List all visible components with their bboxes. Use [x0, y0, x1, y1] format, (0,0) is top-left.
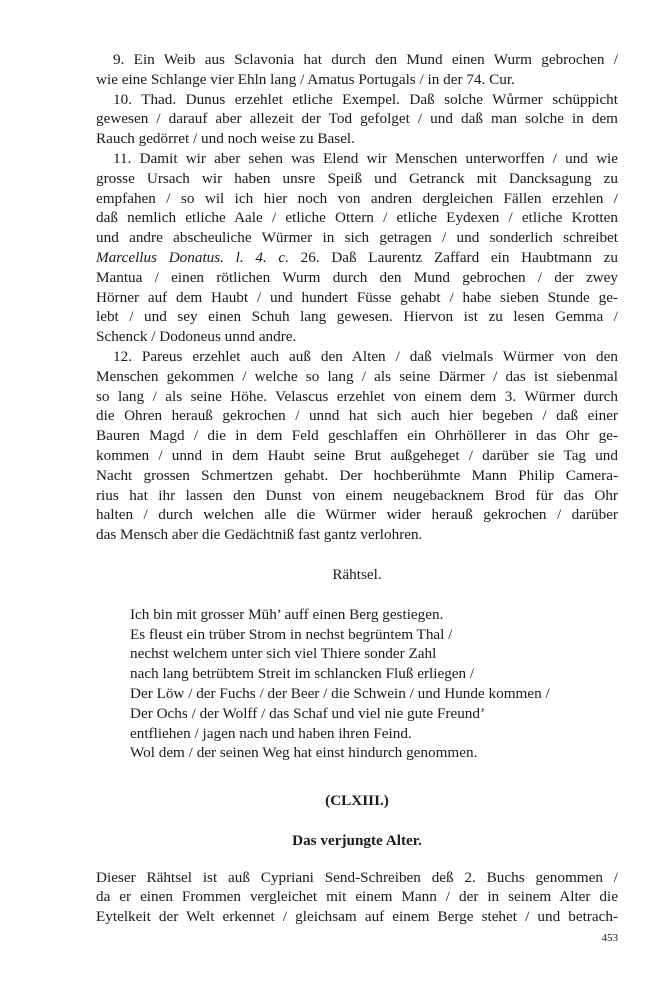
final-paragraph	[96, 868, 618, 927]
paragraph-9	[96, 50, 618, 90]
paragraph-10	[96, 90, 618, 149]
text-line: Dieser Rähtsel ist auß Cypriani Send-Schreiben deß 2. Buchs genommen /	[96, 868, 618, 886]
chapter-number: (CLXIII.)	[325, 792, 389, 810]
text-line: Rauch gedörret / und noch weise zu Basel.	[96, 130, 355, 148]
text-line: empfahen / so wil ich hier noch von andren dergleichen Fällen erzehlen /	[96, 189, 618, 207]
chapter-title: Das verjungte Alter.	[292, 831, 422, 849]
text-line: 10. Thad. Dunus erzehlet etliche Exempel. Daß solche Wůrmer schüppicht	[113, 90, 618, 108]
page-body	[96, 50, 618, 927]
text-line: Eytelkeit der Welt erkennet / gleichsam auf einem Berge stehet / und betrach-	[96, 908, 618, 926]
text-line: lebt / und sey einen Schuh lang gewesen. Hiervon ist zu lesen Gemma /	[96, 308, 618, 326]
paragraph-11	[96, 149, 618, 347]
text-line: so lang / als seine Höhe. Velascus erzehlet von einem dem 3. Würmer durch	[96, 387, 618, 405]
poem-verse: Es fleust ein trüber Strom in nechst begrüntem Thal /	[130, 625, 453, 643]
text-line: Nacht grossen Schmertzen gehabt. Der hochberühmte Mann Philip Camera-	[96, 466, 618, 484]
text-line: das Mensch aber die Gedächtniß fast gantz verlohren.	[96, 526, 423, 544]
poem-verse: Ich bin mit grosser Müh’ auff einen Berg gestiegen.	[130, 605, 444, 623]
text-line: daß nemlich etliche Aale / etliche Ottern / etliche Eydexen / etliche Krotten	[96, 209, 618, 227]
text-line: grosse Ursach wir haben unsre Speiß und Getranck mit Dancksagung zu	[96, 169, 618, 187]
text-line: 11. Damit wir aber sehen was Elend wir Menschen unterworffen / und wie	[113, 149, 618, 167]
text-line: Menschen gekommen / welche so lang / als seine Därmer / das ist siebenmal	[96, 367, 618, 385]
text-line: Mantua / einen rötlichen Wurm durch den Mund gebrochen / der zwey	[96, 268, 618, 286]
poem-verse: Wol dem / der seinen Weg hat einst hindurch genommen.	[130, 744, 478, 762]
text-line-italic-ref	[96, 248, 618, 268]
riddle-title: Rähtsel.	[332, 565, 382, 583]
text-line: da er einen Frommen vergleichet mit einem Mann / der in seinem Alter die	[96, 888, 618, 906]
text-line: halten / durch welchen alle die Würmer wider herauß gekrochen / darüber	[96, 506, 618, 524]
text-line: Hörner auf dem Haubt / und hundert Füsse gehabt / habe sieben Stunde ge-	[96, 288, 618, 306]
text-line: 12. Pareus erzehlet auch auß den Alten / daß vielmals Würmer von den	[113, 347, 618, 365]
poem-verse: Der Löw / der Fuchs / der Beer / die Schwein / und Hunde kommen /	[130, 684, 550, 702]
poem-verse: nechst welchem unter sich viel Thiere sonder Zahl	[130, 645, 437, 663]
text-line: 9. Ein Weib aus Sclavonia hat durch den Mund einen Wurm gebrochen /	[113, 51, 618, 68]
text-line: kommen / unnd in dem Haubt seine Brut außgeheget / darüber sie Tag und	[96, 446, 618, 464]
text-line: Schenck / Dodoneus unnd andre.	[96, 328, 297, 346]
poem-verse: nach lang betrübtem Streit im schlancken Fluß erliegen /	[130, 665, 475, 683]
text-line: gewesen / darauf aber allezeit der Tod gefolget / und daß man solche in dem	[96, 110, 618, 128]
poem-verse: entfliehen / jagen nach und haben ihren Feind.	[130, 724, 412, 742]
text-line: Bauren Magd / die in dem Feld geschlaffen ein Ohrhöllerer in das Ohr ge-	[96, 427, 618, 445]
text-line: rius hat ihr lassen den Dunst von einem neugebacknem Brod für das Ohr	[96, 486, 618, 504]
riddle-poem	[130, 605, 618, 763]
text-line-rest: 26. Daß Laurentz Zaffard ein Haubtmann zu	[300, 248, 619, 266]
text-line: und andre abscheuliche Würmer in sich getragen / und sonderlich schreibet	[96, 229, 618, 247]
poem-verse: Der Ochs / der Wolff / das Schaf und viel nie gute Freund’	[130, 704, 486, 722]
paragraph-12	[96, 347, 618, 545]
italic-reference: Marcellus Donatus. l. 4. c.	[96, 248, 289, 266]
page-number: 453	[601, 932, 618, 944]
text-line: wie eine Schlange vier Ehln lang / Amatus Portugals / in der 74. Cur.	[96, 70, 515, 88]
text-line: die Ohren herauß gekrochen / unnd hat sich auch hier begeben / daß einer	[96, 407, 618, 425]
